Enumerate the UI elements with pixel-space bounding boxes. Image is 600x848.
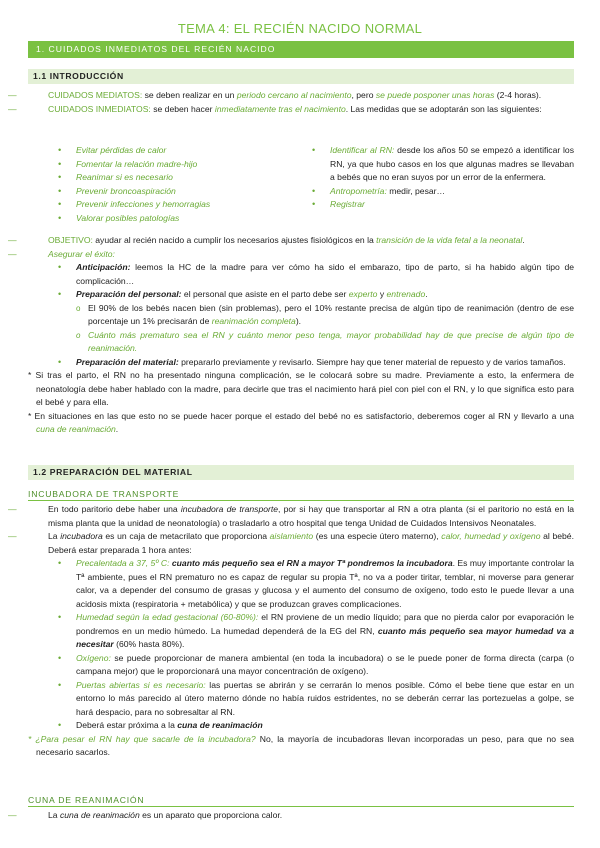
list-item: • Anticipación: leemos la HC de la madre para ver cómo ha sido el embarazo, tipo de parto, si ha habido algún tipo de complicación…	[28, 261, 574, 288]
incubadora-block	[8, 503, 575, 760]
objetivo-paragraph: — OBJETIVO: ayudar al recién nacido a cumplir los necesarios ajustes fisiológicos en la transición de la vida fetal a la neonatal.	[8, 235, 525, 245]
list-item: • Reanimar si es necesario	[28, 171, 308, 185]
divider	[28, 500, 574, 501]
cuna-paragraph-1: — La cuna de reanimación es un aparato que proporciona calor.	[8, 810, 283, 820]
cuna-block	[8, 809, 574, 823]
inmediatos-paragraph: — CUIDADOS INMEDIATOS: se deben hacer inmediatamente tras el nacimiento. Las medidas que se adoptarán son las siguientes:	[8, 103, 542, 114]
list-item: • Preparación del material: prepararlo previamente y revisarlo. Siempre hay que tener material de repuesto y de varios tamaños.	[28, 356, 574, 370]
list-item: • Oxígeno: se puede proporcionar de manera ambiental (en toda la incubadora) o se le puede poner de forma directa (carpa (o campana mejor) que le proporcionará una mayor concentración de oxígeno).	[28, 652, 574, 679]
objective-block	[8, 234, 574, 437]
list-item: • Puertas abiertas si es necesario: las puertas se abrirán y se cerrarán lo menos posible. Cómo el bebe tiene que estar en un entorno lo más parecido al útero materno dónde no había ruidos estridentes, no se deberán cerrar las portezuelas a golpe, se hará despacio, para no sobresaltar al RN.	[28, 679, 574, 720]
measures-left-list	[28, 144, 308, 225]
list-item: • Identificar al RN: desde los años 50 se empezó a identificar los RN, ya que hubo casos en los que algunas madres se llevaban a bebés que no eran suyos por un error de la enfermera.	[308, 144, 574, 185]
note-weight: * ¿Para pesar el RN hay que sacarle de la incubadora? No, la mayoría de incubadoras llevan incorporadas un peso, para que no sea necesario sacarlos.	[28, 733, 574, 757]
list-item: • Prevenir broncoaspiración	[28, 185, 308, 199]
mediatos-paragraph: — CUIDADOS MEDIATOS: se deben realizar en un periodo cercano al nacimiento, pero se puede posponer unas horas (2-4 horas).	[8, 90, 542, 100]
list-item: • Evitar pérdidas de calor	[28, 144, 308, 158]
document-title: TEMA 4: EL RECIÉN NACIDO NORMAL	[177, 21, 423, 36]
list-item: • Valorar posibles patologías	[28, 212, 308, 226]
section-heading-1: 1. CUIDADOS INMEDIATOS DEL RECIÉN NACIDO	[28, 41, 574, 58]
list-item: • Antropometría: medir, pesar…	[308, 185, 574, 199]
subsection-heading-1-1: 1.1 INTRODUCCIÓN	[28, 69, 574, 84]
note-skin-to-skin: * Si tras el parto, el RN no ha presentado ninguna complicación, se le colocará sobre su madre. Previamente a esto, la enfermera de neonatología debe haber hablado con la madre, para decirle que tras el nacimiento hará piel con piel con el RN, y lo que significa esto para el bebé y para ella.	[28, 370, 574, 407]
measures-columns	[28, 144, 574, 234]
subsection-heading-1-2: 1.2 PREPARACIÓN DEL MATERIAL	[28, 465, 574, 480]
list-item: • Precalentada a 37, 5º C: cuanto más pequeño sea el RN a mayor Tª pondremos la incubadora. Es muy importante controlar la Tª ambiente, pues el RN prematuro no es capaz de regular su propia Tª, no va a poder tiritar, temblar, ni moverse para generar calor, va a depender del consumo de grasas y glucosa y el aumento del consumo de oxígeno, todo esto le puede llevar a una acidosis mixta (respiratoria + metabólica) y que se produzcan graves complicaciones.	[28, 557, 574, 611]
inc-paragraph-2: — La incubadora es un caja de metacrilato que proporciona aislamiento (es una especie útero materno), calor, humedad y oxígeno al bebé. Deberá estar preparada 1 hora antes:	[8, 531, 574, 555]
intro-block	[8, 89, 574, 116]
inc-paragraph-1: — En todo paritorio debe haber una incubadora de transporte, por si hay que transportar al RN a otra planta (si el paritorio no está en la misma planta que la unidad de neonatología) o trasladarlo a otro hospital que tenga Unidad de Cuidados Intensivos Neonatales.	[8, 504, 575, 528]
list-item: • Fomentar la relación madre-hijo	[28, 158, 308, 172]
measures-right-list	[308, 144, 574, 212]
list-item: o Cuánto más prematuro sea el RN y cuánto menor peso tenga, mayor probabilidad hay de que precise de algún tipo de reanimación.	[28, 329, 574, 356]
cuna-heading: CUNA DE REANIMACIÓN	[28, 795, 145, 805]
list-item: • Deberá estar próxima a la cuna de reanimación	[28, 719, 574, 733]
note-reanimation: * En situaciones en las que esto no se puede hacer porque el estado del bebé no es satisfactorio, deberemos coger al RN y llevarlo a una cuna de reanimación.	[28, 410, 574, 434]
list-item: • Humedad según la edad gestacional (60-80%): el RN proviene de un medio líquido; para que no pierda calor por evaporación le pondremos en un medio húmedo. La humedad dependerá de la EG del RN, cuanto más pequeño sea mayor humedad va a necesitar (60% hasta 80%).	[28, 611, 574, 652]
list-item: • Prevenir infecciones y hemorragias	[28, 198, 308, 212]
incubadora-heading: INCUBADORA DE TRANSPORTE	[28, 489, 180, 499]
divider	[28, 806, 574, 807]
asegurar-paragraph: — Asegurar el éxito:	[8, 248, 115, 259]
list-item: • Preparación del personal: el personal que asiste en el parto debe ser experto y entrenado.	[28, 288, 574, 302]
list-item: • Registrar	[308, 198, 574, 212]
list-item: o El 90% de los bebés nacen bien (sin problemas), pero el 10% restante precisa de algún tipo de reanimación (dentro de ese porcentaje un 1% precisarán de reanimación completa).	[28, 302, 574, 329]
